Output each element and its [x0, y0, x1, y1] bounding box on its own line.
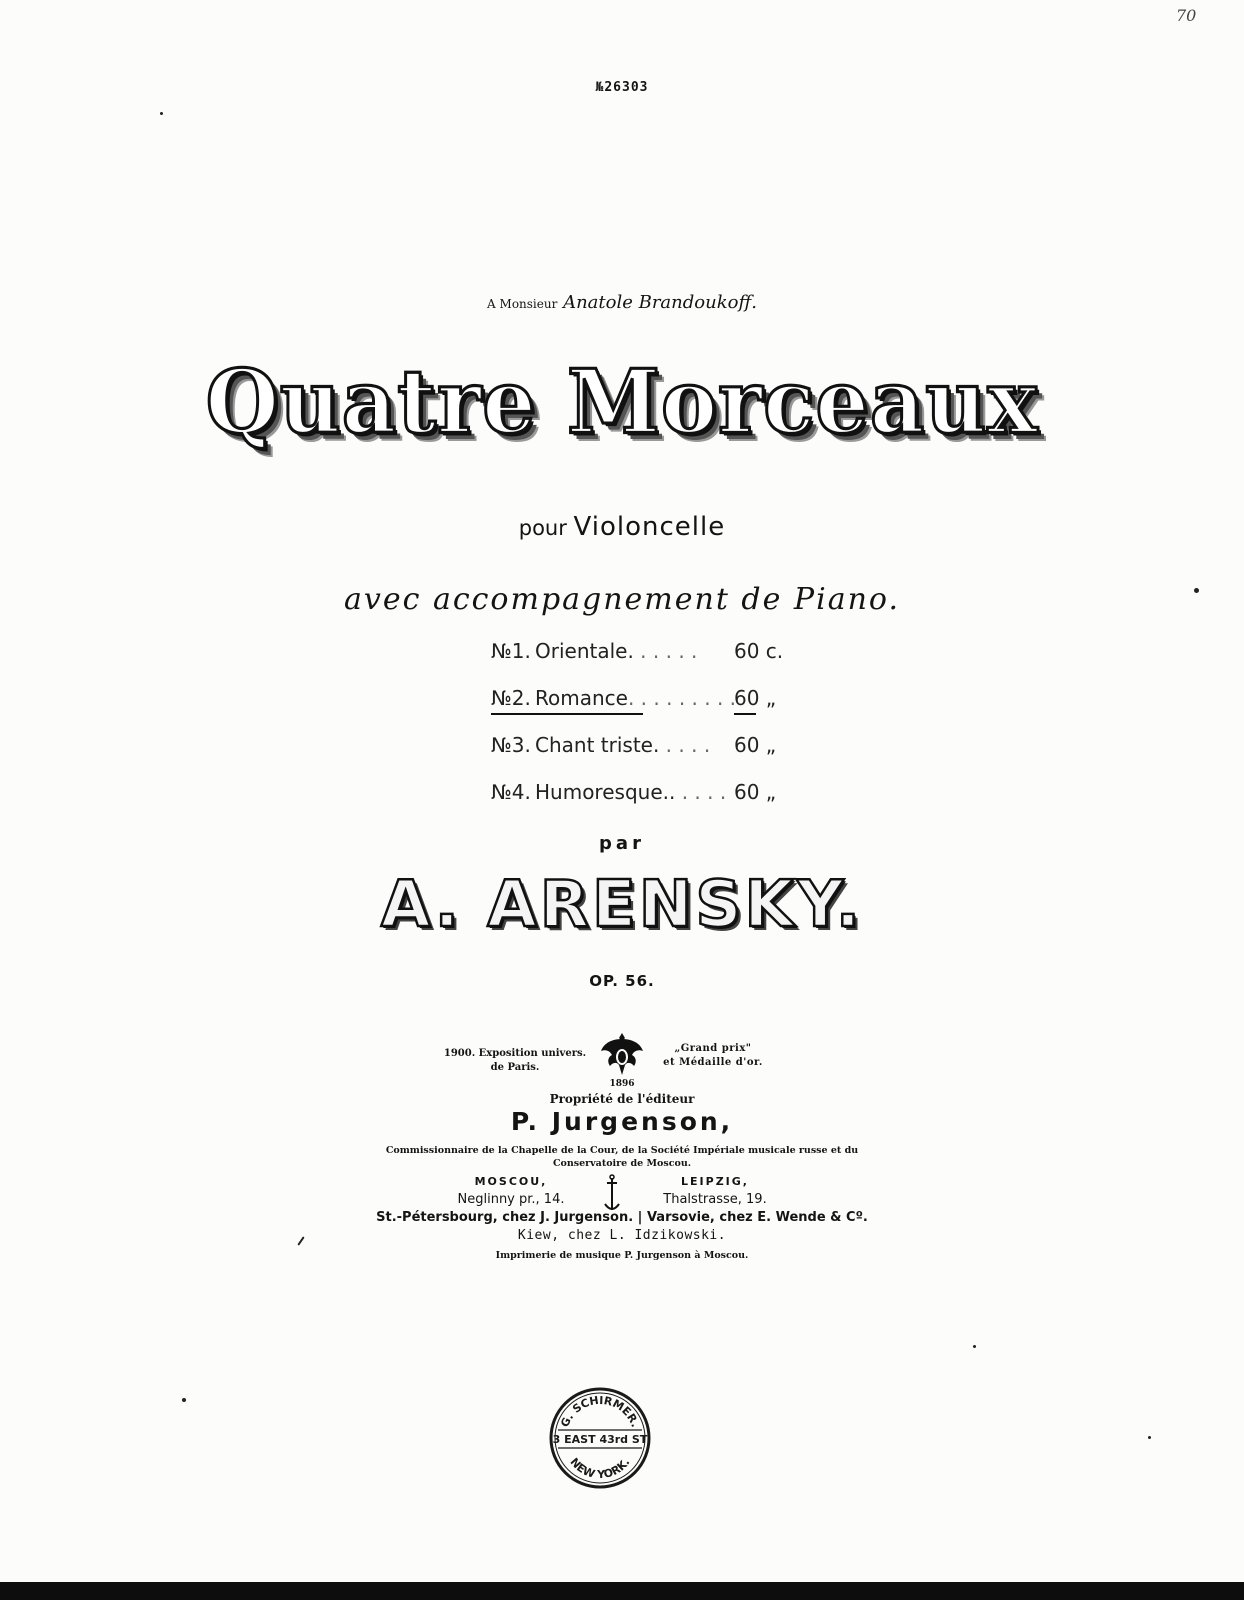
stamp-top-text: G. SCHIRMER.: [558, 1393, 642, 1430]
city-leipzig: LEIPZIG,: [681, 1175, 749, 1188]
ink-speck: [1194, 588, 1199, 593]
piece-title: Orientale.: [535, 639, 634, 663]
ink-speck: [182, 1398, 186, 1402]
piece-price: 60 c.: [734, 639, 784, 663]
corner-pencil-mark: 70: [1176, 6, 1197, 25]
commission-text: Commissionnaire de la Chapelle de la Cour, de la Société Impériale musicale russe et du Conservatoire de Moscou.: [385, 1145, 859, 1169]
exposition-right: „Grand prix" et Médaille d'or.: [663, 1043, 763, 1068]
leader-dots: . . . . . . . . .: [627, 686, 737, 710]
piece-price: 60 „: [734, 780, 777, 804]
composer-name: A. ARENSKY.: [380, 868, 864, 942]
ink-speck: [973, 1345, 976, 1348]
piece-title: Romance: [535, 686, 628, 710]
main-title: Quatre Morceaux: [205, 349, 1039, 454]
list-item: [491, 730, 791, 777]
list-item: [491, 777, 791, 824]
leader-dots: . . . .: [675, 780, 727, 804]
kiew-line: Kiew, chez L. Idzikowski.: [517, 1228, 727, 1243]
price-underline: [734, 713, 756, 715]
schirmer-stamp: [548, 1386, 652, 1490]
instrument-line: [0, 512, 1244, 542]
piece-number: №3.: [491, 733, 531, 757]
ink-speck: [1148, 1436, 1151, 1439]
branches-line: St.-Pétersbourg, chez J. Jurgenson. | Varsovie, chez E. Wende & Cº.: [376, 1210, 868, 1225]
dedication-prefix: A Monsieur: [487, 297, 558, 311]
printer-line: Imprimerie de musique P. Jurgenson à Moscou.: [495, 1250, 749, 1261]
list-item: [491, 636, 791, 683]
stamp-bottom-text: NEW YORK.: [567, 1455, 633, 1482]
ink-speck: [160, 112, 163, 115]
anchor-icon: [603, 1174, 621, 1214]
piece-number: №1.: [491, 639, 531, 663]
piece-title: Chant triste.: [535, 733, 660, 757]
contents-list: [491, 636, 791, 824]
piece-number: №2.: [491, 686, 531, 710]
exposition-year: 1896: [609, 1079, 635, 1089]
city-moscou: MOSCOU,: [474, 1175, 548, 1188]
plate-number: №26303: [595, 80, 649, 95]
piece-number: №4.: [491, 780, 531, 804]
leader-dots: . . . .: [659, 733, 711, 757]
scan-edge-band: [0, 1582, 1244, 1600]
exposition-left: 1900. Exposition univers. de Paris.: [443, 1048, 587, 1073]
property-line: Propriété de l'éditeur: [549, 1092, 695, 1106]
imperial-eagle-icon: [598, 1029, 646, 1079]
stamp-middle-text: 3 EAST 43rd ST: [552, 1433, 648, 1446]
instrument-prefix: pour: [518, 516, 567, 540]
leader-dots: . . . . .: [633, 639, 698, 663]
instrument-name: Violoncelle: [573, 512, 726, 542]
accompaniment-line: avec accompagnement de Piano.: [344, 582, 900, 617]
piece-title: Humoresque..: [535, 780, 676, 804]
opus-number: OP. 56.: [589, 972, 655, 990]
piece-price: 60 „: [734, 733, 777, 757]
selection-underline: [491, 713, 643, 715]
address-moscou: Neglinny pr., 14.: [457, 1192, 565, 1207]
publisher-name: P. Jurgenson,: [510, 1107, 734, 1136]
dedication-name: Anatole Brandoukoff.: [563, 292, 757, 313]
address-leipzig: Thalstrasse, 19.: [663, 1192, 767, 1207]
list-item-selected: [491, 683, 791, 730]
by-word: par: [599, 833, 645, 854]
dedication: [0, 292, 1244, 313]
piece-price: 60 „: [734, 686, 777, 710]
